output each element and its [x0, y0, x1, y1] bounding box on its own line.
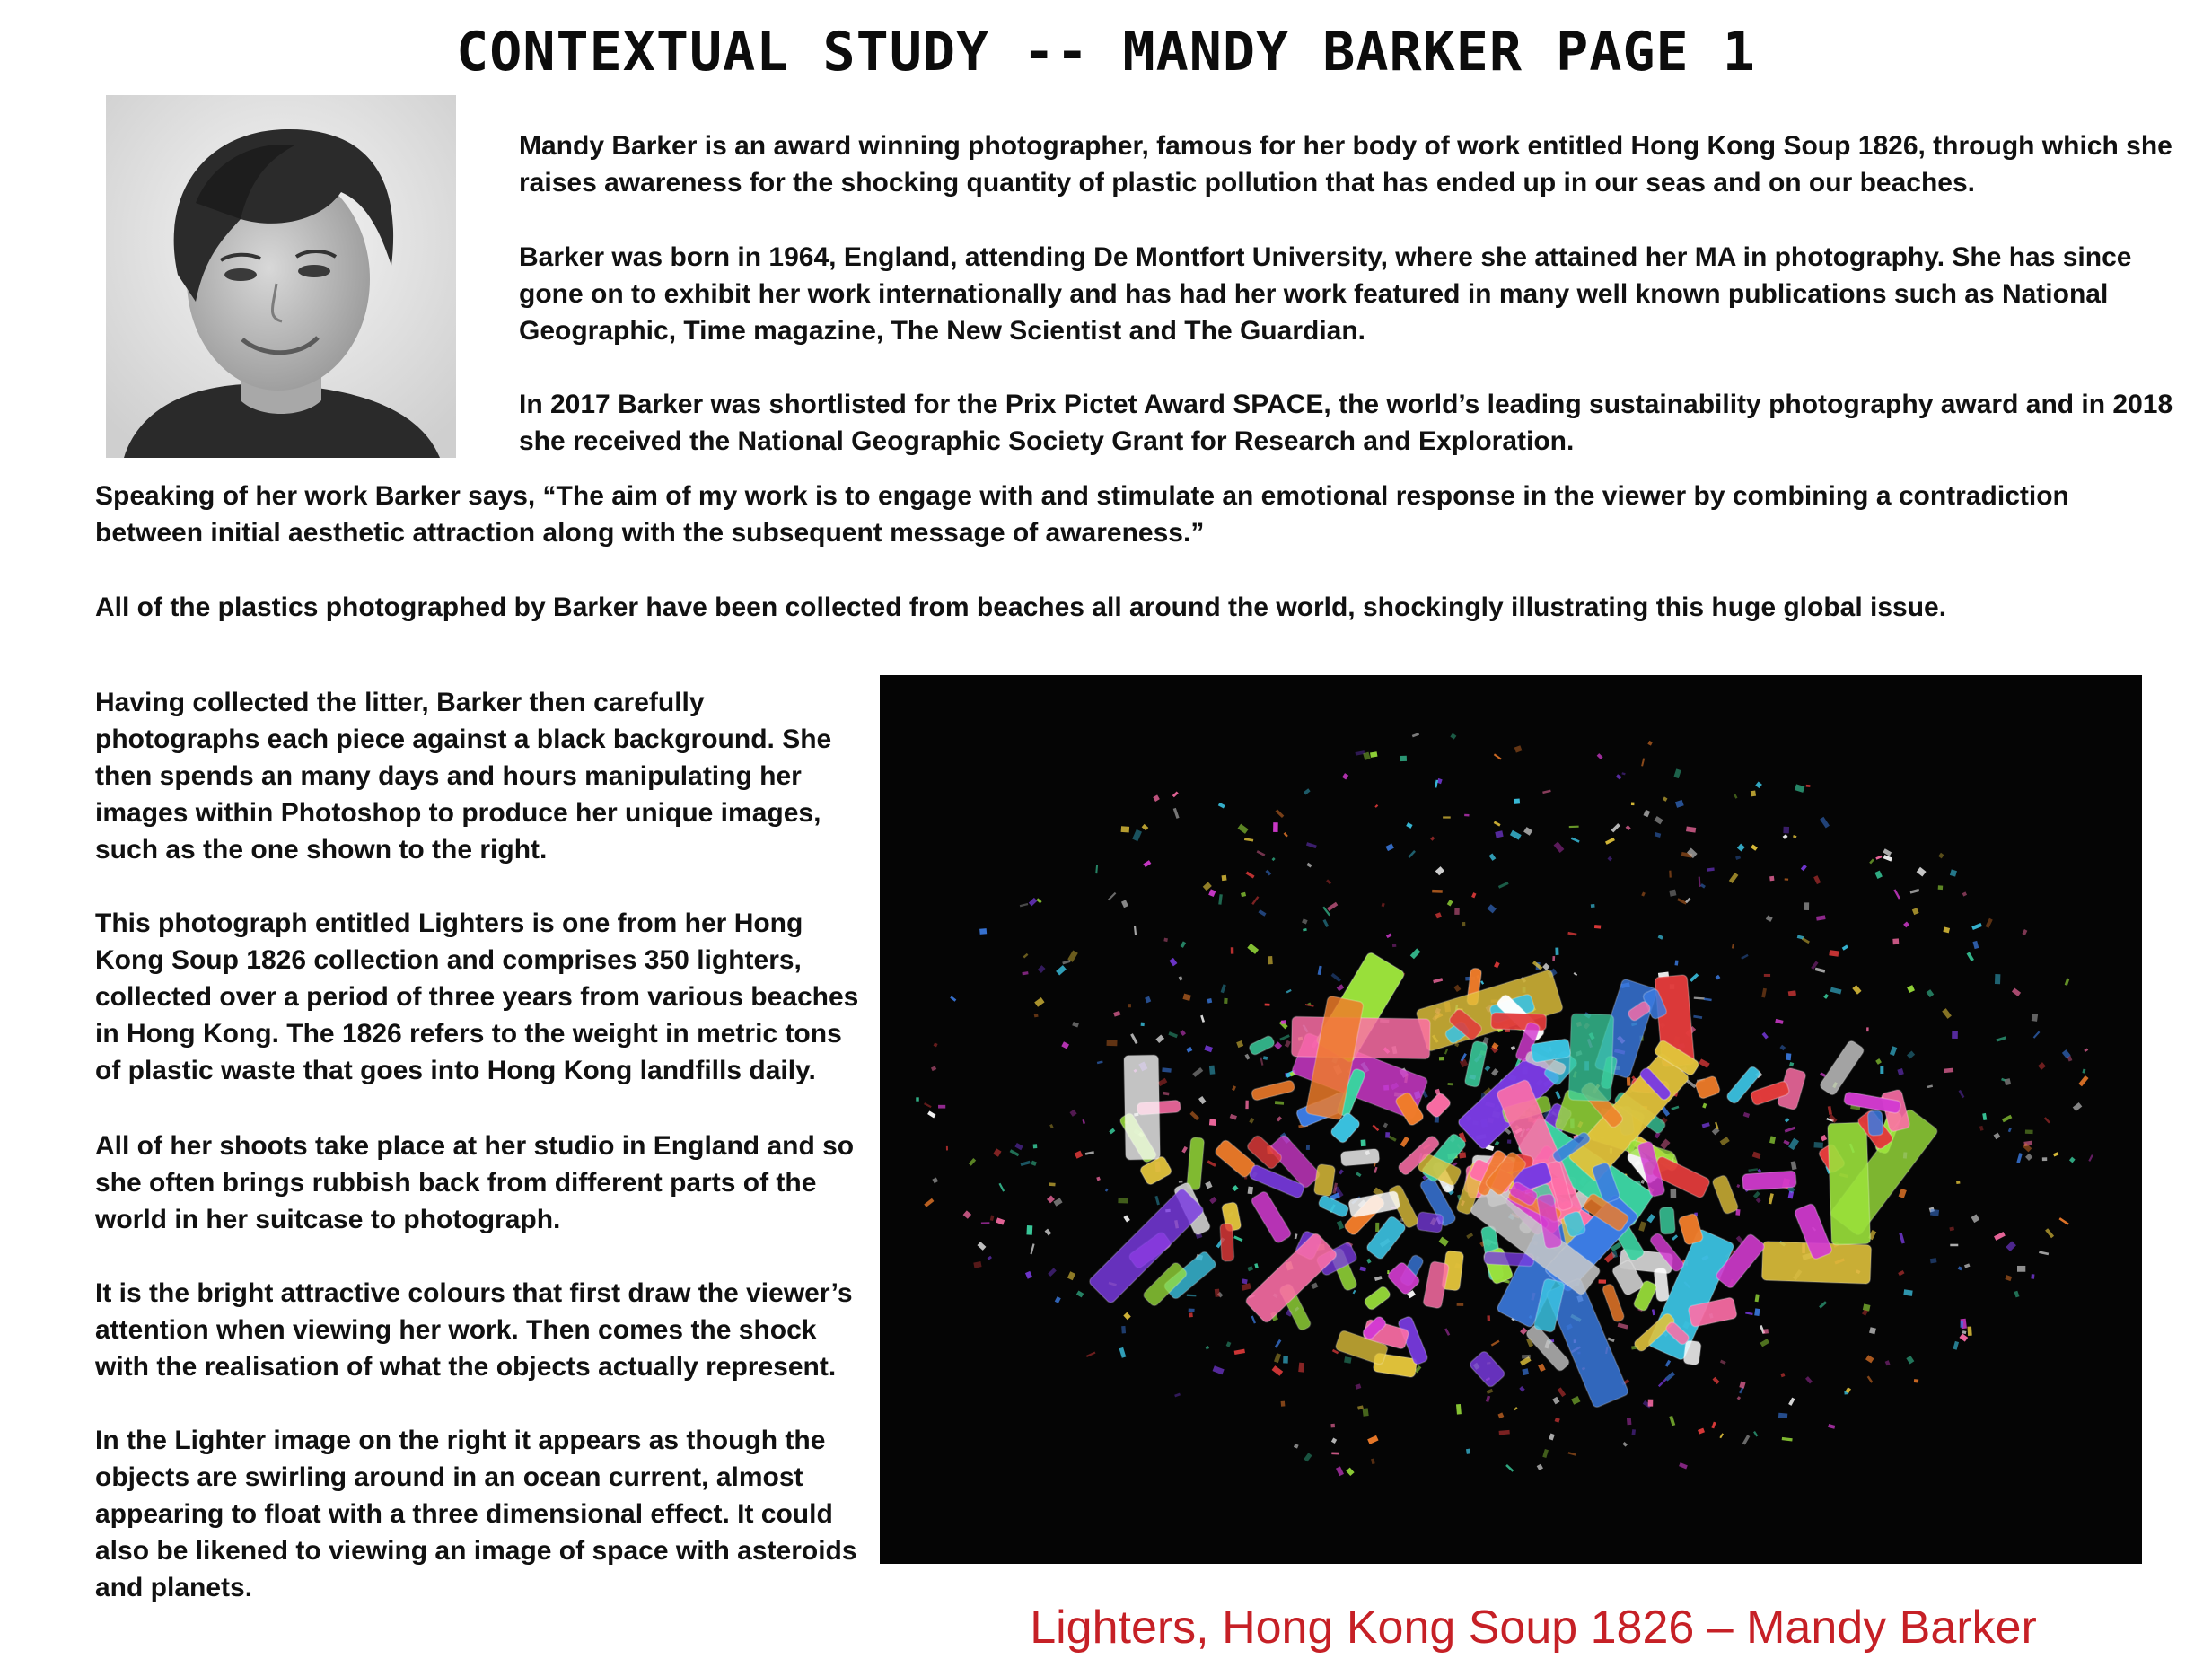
portrait-photo — [106, 95, 456, 458]
left-paragraph-1: Having collected the litter, Barker then carefully photographs each piece against a black background. She then spends an many days and hours manipulating her images within Photoshop to produce her unique images, such as the one shown to the right. — [95, 688, 832, 865]
left-paragraph-2: This photograph entitled Lighters is one from her Hong Kong Soup 1826 collection and comprises 350 lighters, collected over a period of three years from various beaches in Hong Kong. The 1826 refers to the weight in metric tons of plastic waste that goes into Hong Kong landfills daily. — [95, 908, 859, 1085]
quote-paragraph: Speaking of her work Barker says, “The aim of my work is to engage with and stimulate an emotional response in the viewer by combining a contradiction between initial aesthetic attraction along with the subsequent message of awareness.” — [95, 481, 2069, 548]
intro-paragraph-3: In 2017 Barker was shortlisted for the Prix Pictet Award SPACE, the world’s leading sustainability photography award and in 2018 she received the National Geographic Society Grant for Research and Exploration. — [519, 390, 2173, 456]
page-title: CONTEXTUAL STUDY -- MANDY BARKER PAGE 1 — [456, 21, 1756, 83]
left-paragraph-4: It is the bright attractive colours that first draw the viewer’s attention when viewing her work. Then comes the shock with the realisation of what the objects actually represent. — [95, 1278, 853, 1382]
left-paragraph-5: In the Lighter image on the right it appears as though the objects are swirling around in an ocean current, almost appearing to float with a three dimensional effect. It could also be likened to viewing an image of space with asteroids and planets. — [95, 1426, 857, 1602]
intro-paragraph-2: Barker was born in 1964, England, attending De Montfort University, where she attained her MA in photography. She has since gone on to exhibit her work internationally and has had her work featured in many well known publications such as National Geographic, Time magazine, The New Scientist and The Guardian. — [519, 242, 2132, 346]
left-paragraph-3: All of her shoots take place at her studio in England and so she often brings rubbish back from different parts of the world in her suitcase to photograph. — [95, 1131, 855, 1234]
intro-paragraph-1: Mandy Barker is an award winning photographer, famous for her body of work entitled Hong Kong Soup 1826, through which she raises awareness for the shocking quantity of plastic pollution that has ended up in our seas and on our beaches. — [519, 131, 2172, 198]
photo-caption: Lighters, Hong Kong Soup 1826 – Mandy Barker — [1030, 1602, 2037, 1654]
plastics-note: All of the plastics photographed by Barker have been collected from beaches all around the world, shockingly illustrating this huge global issue. — [95, 592, 1947, 622]
lighters-photo — [880, 675, 2142, 1564]
